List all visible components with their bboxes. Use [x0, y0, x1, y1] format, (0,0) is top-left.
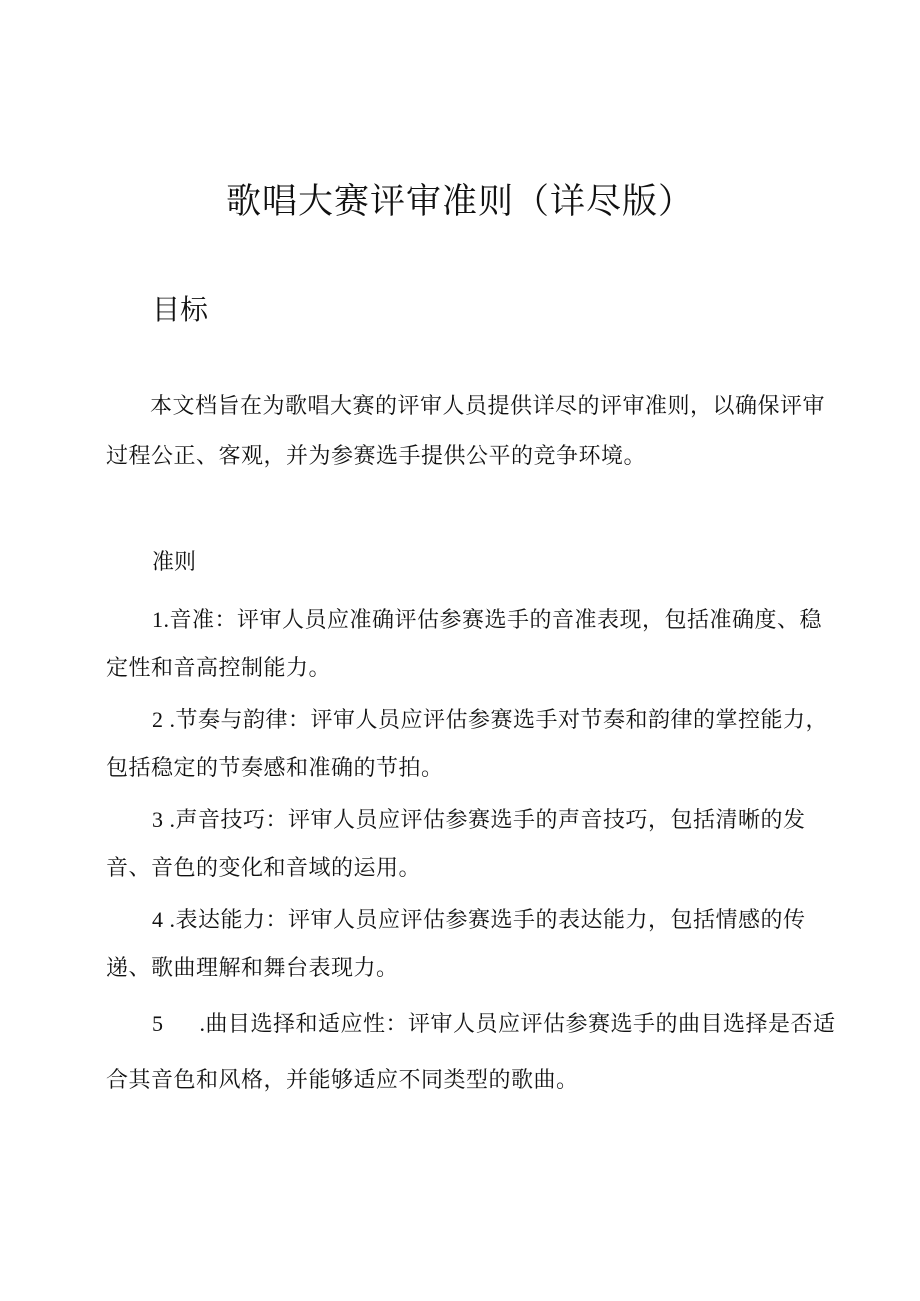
criteria-text: 曲目选择和适应性：评审人员应评估参赛选手的曲目选择是否适合其音色和风格，并能够适应不同类型的歌曲。: [106, 1012, 836, 1093]
intro-paragraph: 本文档旨在为歌唱大赛的评审人员提供详尽的评审准则，以确保评审过程公正、客观，并为参赛选手提供公平的竞争环境。: [106, 394, 826, 469]
criteria-number: 3 .: [152, 807, 176, 832]
criteria-text: 音准：评审人员应准确评估参赛选手的音准表现，包括准确度、稳定性和音高控制能力。: [106, 608, 823, 681]
criteria-number: 2 .: [152, 707, 176, 732]
criteria-number: 1.: [152, 607, 170, 632]
section-heading-goal: 目标: [152, 293, 209, 326]
criteria-text: 表达能力：评审人员应评估参赛选手的表达能力，包括情感的传递、歌曲理解和舞台表现力。: [106, 908, 806, 981]
criteria-item: [106, 696, 836, 793]
criteria-label: 准则: [152, 550, 197, 575]
document-title: 歌唱大赛评审准则（详尽版）: [225, 182, 694, 222]
criteria-number: 4 .: [152, 907, 176, 932]
criteria-item: [106, 896, 836, 993]
criteria-number: 5 .: [152, 1011, 206, 1036]
criteria-item: [106, 596, 836, 693]
criteria-text: 节奏与韵律：评审人员应评估参赛选手对节奏和韵律的掌控能力，包括稳定的节奏感和准确的节拍。: [106, 708, 829, 781]
criteria-item: [106, 996, 836, 1109]
criteria-list: [106, 596, 836, 1112]
criteria-item: [106, 796, 836, 893]
criteria-text: 声音技巧：评审人员应评估参赛选手的声音技巧，包括清晰的发音、音色的变化和音域的运用。: [106, 808, 806, 881]
